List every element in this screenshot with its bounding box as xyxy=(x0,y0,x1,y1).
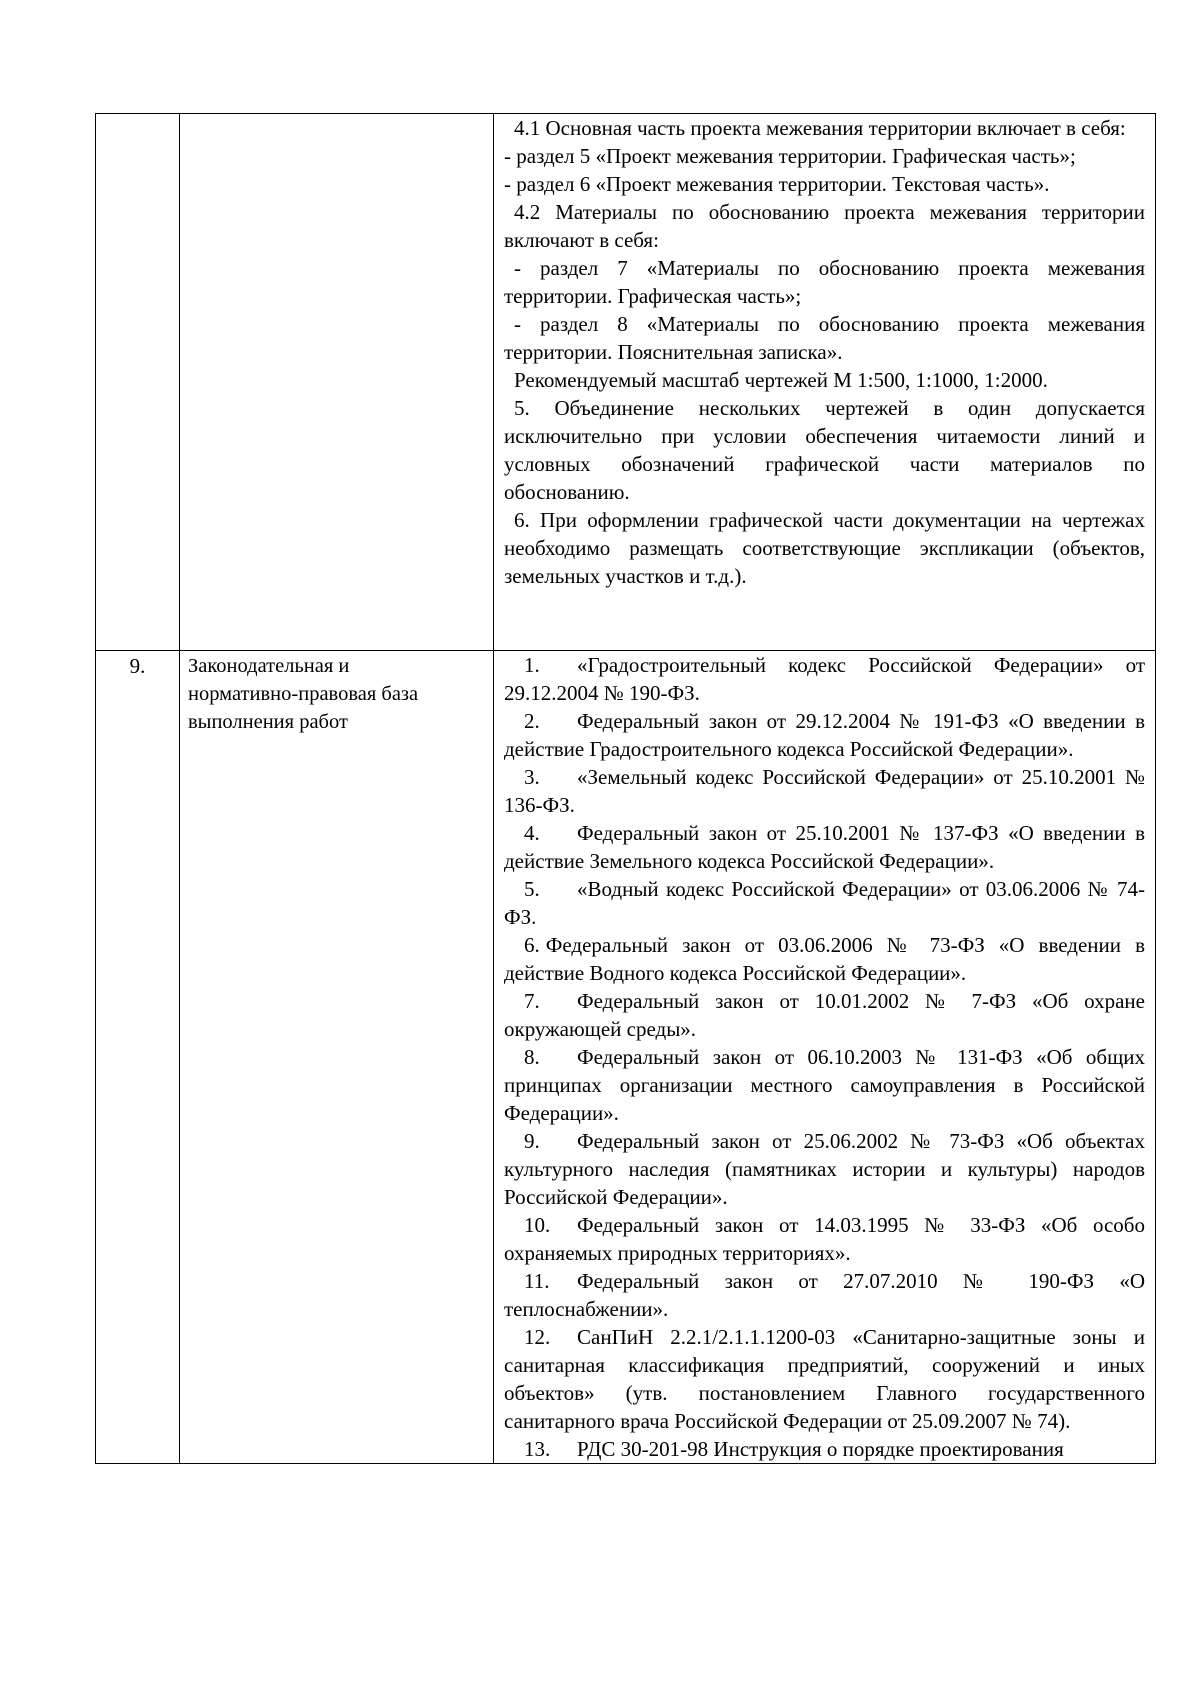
description-paragraph: - раздел 7 «Материалы по обоснованию проекта межевания территории. Графическая часть»; xyxy=(504,256,1145,308)
item-number: 3. xyxy=(524,765,540,789)
item-number: 12. xyxy=(524,1325,551,1349)
item-number: 9. xyxy=(524,1129,540,1153)
item-text: Федеральный закон от 10.01.2002 № 7-ФЗ «Об охране окружающей среды». xyxy=(504,989,1145,1041)
item-text: «Земельный кодекс Российской Федерации» от 25.10.2001 № 136-ФЗ. xyxy=(504,765,1145,817)
item-text: «Градостроительный кодекс Российской Федерации» от 29.12.2004 № 190-ФЗ. xyxy=(504,653,1145,705)
legal-base-item xyxy=(504,1435,1145,1463)
description-paragraphs xyxy=(504,114,1145,590)
item-number: 10. xyxy=(524,1213,551,1237)
item-number: 13. xyxy=(524,1437,551,1461)
row-number-cell: 9. xyxy=(96,651,180,1464)
item-text: Федеральный закон от 25.06.2002 № 73-ФЗ «Об объектах культурного наследия (памятниках истории и культуры) народов Российской Федерации». xyxy=(504,1129,1145,1209)
row-name-cell xyxy=(180,651,494,1464)
row-description-cell xyxy=(494,651,1156,1464)
item-number: 1. xyxy=(524,653,540,677)
legal-base-item xyxy=(504,1211,1145,1267)
legal-base-item xyxy=(504,1267,1145,1323)
table-row-9 xyxy=(96,651,1156,1464)
row-name-line: нормативно-правовая база xyxy=(188,683,419,705)
description-paragraph: 4.1 Основная часть проекта межевания территории включает в себя: xyxy=(514,116,1126,140)
description-paragraph: - раздел 5 «Проект межевания территории. Графическая часть»; xyxy=(504,144,1076,168)
item-number: 6. xyxy=(524,933,540,957)
legal-base-item xyxy=(504,651,1145,707)
description-paragraph: 5. Объединение нескольких чертежей в один допускается исключительно при условии обеспечения читаемости линий и условных обозначений графической части материалов по обоснованию. xyxy=(504,396,1145,504)
legal-base-item xyxy=(504,1323,1145,1435)
item-text: «Водный кодекс Российской Федерации» от 03.06.2006 № 74-ФЗ. xyxy=(504,877,1145,929)
item-text: Федеральный закон от 25.10.2001 № 137-ФЗ «О введении в действие Земельного кодекса Российской Федерации». xyxy=(504,821,1145,873)
item-text: Федеральный закон от 27.07.2010 № 190-ФЗ «О теплоснабжении». xyxy=(504,1269,1145,1321)
row-name-line: выполнения работ xyxy=(188,711,348,733)
item-text: СанПиН 2.2.1/2.1.1.1200-03 «Санитарно-защитные зоны и санитарная классификация предприятий, сооружений и иных объектов» (утв. постановлением Главного государственного санитарного врача Российской Федерации от 25.09.2007 № 74). xyxy=(504,1325,1145,1433)
legal-base-list xyxy=(504,651,1145,1463)
item-number: 8. xyxy=(524,1045,540,1069)
table-row-continued xyxy=(96,114,1156,651)
legal-base-item xyxy=(504,1043,1145,1127)
item-text: Федеральный закон от 03.06.2006 № 73-ФЗ «О введении в действие Водного кодекса Российской Федерации». xyxy=(504,933,1145,985)
legal-base-item xyxy=(504,819,1145,875)
legal-base-item xyxy=(504,931,1145,987)
legal-base-item xyxy=(504,1127,1145,1211)
legal-base-item xyxy=(504,875,1145,931)
row-description-cell xyxy=(494,114,1156,651)
legal-base-item xyxy=(504,707,1145,763)
description-paragraph: 4.2 Материалы по обоснованию проекта межевания территории включают в себя: xyxy=(504,200,1145,252)
item-number: 4. xyxy=(524,821,540,845)
description-paragraph: - раздел 6 «Проект межевания территории. Текстовая часть». xyxy=(504,172,1050,196)
legal-base-item xyxy=(504,987,1145,1043)
row-name-cell xyxy=(180,114,494,651)
legal-base-item xyxy=(504,763,1145,819)
item-text: Федеральный закон от 29.12.2004 № 191-ФЗ «О введении в действие Градостроительного кодекса Российской Федерации». xyxy=(504,709,1145,761)
item-number: 5. xyxy=(524,877,540,901)
description-paragraph: Рекомендуемый масштаб чертежей М 1:500, 1:1000, 1:2000. xyxy=(514,368,1048,392)
row-name-line: Законодательная и xyxy=(188,655,350,677)
item-number: 2. xyxy=(524,709,540,733)
item-text: РДС 30-201-98 Инструкция о порядке проектирования xyxy=(577,1437,1064,1461)
item-text: Федеральный закон от 14.03.1995 № 33-ФЗ «Об особо охраняемых природных территориях». xyxy=(504,1213,1145,1265)
requirements-table xyxy=(95,113,1156,1464)
description-paragraph: - раздел 8 «Материалы по обоснованию проекта межевания территории. Пояснительная записка». xyxy=(504,312,1145,364)
description-paragraph: 6. При оформлении графической части документации на чертежах необходимо размещать соответствующие экспликации (объектов, земельных участков и т.д.). xyxy=(504,508,1145,588)
row-number-cell xyxy=(96,114,180,651)
item-number: 11. xyxy=(524,1269,550,1293)
item-text: Федеральный закон от 06.10.2003 № 131-ФЗ «Об общих принципах организации местного самоуправления в Российской Федерации». xyxy=(504,1045,1145,1125)
item-number: 7. xyxy=(524,989,540,1013)
